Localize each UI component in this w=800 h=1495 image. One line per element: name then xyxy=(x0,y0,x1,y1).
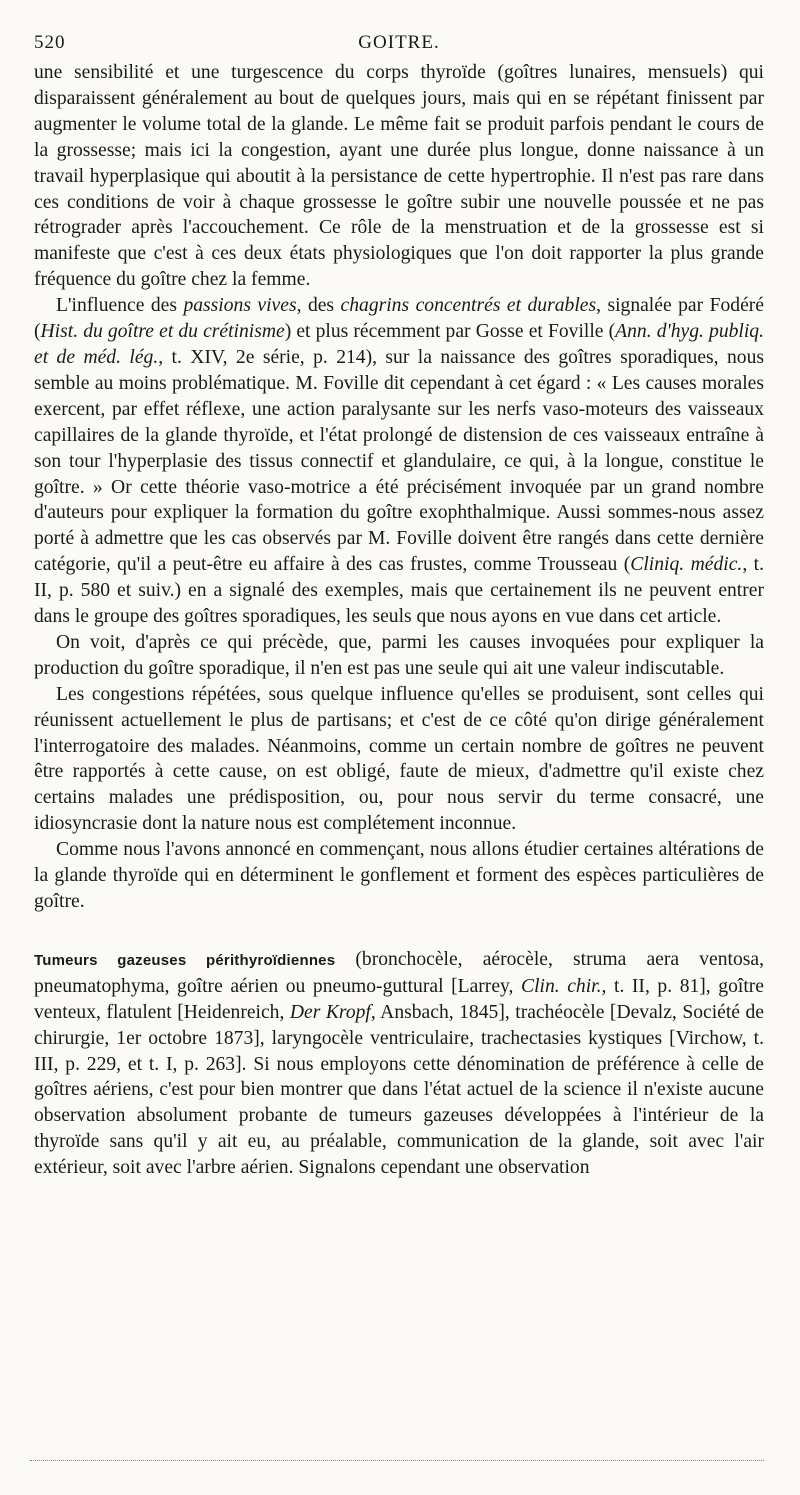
text-run: , des xyxy=(296,295,341,317)
citation-title: Ann. d'hyg. publiq. et de méd. lég. xyxy=(34,321,764,368)
citation-title: Cliniq. médic. xyxy=(630,554,743,576)
italic-run: passions vives xyxy=(183,295,297,317)
text-run: , t. II, p. 81], goître venteux, flatulent [Heidenreich, xyxy=(34,975,764,1023)
running-head xyxy=(34,26,764,60)
paragraph-passions xyxy=(34,293,764,630)
section-gap xyxy=(34,915,764,947)
paragraph-announcement: Comme nous l'avons annoncé en commençant, nous allons étudier certaines altérations de la glande thyroïde qui en déterminent le gonflement et forment des espèces particulières de goître. xyxy=(34,839,764,912)
citation-title: Clin. chir. xyxy=(521,975,602,997)
text-run: L'influence des xyxy=(56,295,184,317)
section-heading: Tumeurs gazeuses périthyroïdiennes xyxy=(34,951,336,969)
citation-title: Der Kropf xyxy=(289,1001,371,1023)
text-run: , t. II, p. 580 et suiv.) en a signalé des exemples, mais que certainement ils ne peuvent entrer dans le groupe des goîtres sporadiques, les seuls que nous ayons en vue dans cet article. xyxy=(34,554,764,628)
text-run: , signalée par Fodéré ( xyxy=(34,295,764,343)
text-run: (bronchocèle, aérocèle, struma aera ventosa, pneumatophyma, goître aérien ou pneumo-guttural [Larrey, xyxy=(34,948,765,997)
paragraph-conclusion: On voit, d'après ce qui précède, que, parmi les causes invoquées pour expliquer la production du goître sporadique, il n'en est pas une seule qui ait une valeur indiscutable. xyxy=(34,631,764,679)
italic-run: chagrins concentrés et durables xyxy=(340,295,597,317)
page-number: 520 xyxy=(34,32,66,53)
paragraph-congestions: Les congestions répétées, sous quelque influence qu'elles se produisent, sont celles qui réunissent actuellement le plus de partisans; et c'est de ce côté qu'on dirige généralement l'interrogatoire des malades. Néanmoins, comme un certain nombre de goîtres ne peuvent être rapportés à cette cause, on est obligé, faute de mieux, d'admettre qu'il existe chez certains malades une prédisposition, ou, pour nous servir du terme consacré, une idiosyncrasie dont la nature nous est complétement inconnue. xyxy=(34,683,764,835)
section-gas-tumors xyxy=(34,947,764,1181)
paragraph-menstruation: une sensibilité et une turgescence du corps thyroïde (goîtres lunaires, mensuels) qui disparaissent généralement au bout de quelques jours, mais qui en se répétant finissent par augmenter le volume total de la glande. Le même fait se produit parfois pendant le cours de la grossesse; mais ici la congestion, ayant une durée plus longue, donne naissance à un travail hyperplasique qui aboutit à la persistance de cette hypertrophie. Il n'est pas rare dans ces conditions de voir à chaque grossesse le goître subir une nouvelle poussée et ne pas rétrograder après l'accouchement. Ce rôle de la menstruation et de la grossesse est si manifeste que c'est à ces deux états physiologiques que l'on doit rapporter la plus grande fréquence du goître chez la femme. xyxy=(34,62,764,291)
footer-rule xyxy=(30,1460,764,1461)
text-run: , Ansbach, 1845], trachéocèle [Devalz, Société de chirurgie, 1er octobre 1873], laryngocèle ventriculaire, trachectasies kystiques [Virchow, t. III, p. 229, et t. I, p. 263]. Si nous employons cette dénomination de préférence à celle de goîtres aériens, c'est pour bien montrer que dans l'état actuel de la science il n'existe aucune observation absolument probante de tumeurs gazeuses développées à l'intérieur de la thyroïde sans qu'il y ait eu, au préalable, communication de la glande, soit avec l'air extérieur, soit avec l'arbre aérien. Signalons cependant une observation xyxy=(34,1001,764,1179)
running-title: GOITRE. xyxy=(358,32,440,53)
citation-title: Hist. du goître et du crétinisme xyxy=(40,321,285,343)
text-run: ) et plus récemment par Gosse et Foville ( xyxy=(284,321,616,343)
text-run: , t. XIV, 2e série, p. 214), sur la naissance des goîtres sporadiques, nous semble au moins problématique. M. Foville dit cependant à cet égard : « Les causes morales exercent, par effet réflexe, une action paralysante sur les nerfs vaso-moteurs des vaisseaux capillaires de la glande thyroïde, et l'état prolongé de distension de ces vaisseaux entraîne à son tour l'hyperplasie des tissus connectif et glandulaire, ce qui, à la longue, constitue le goître. » Or cette théorie vaso-motrice a été précisément invoquée par un grand nombre d'auteurs pour expliquer la formation du goître exophthalmique. Aussi sommes-nous assez porté à admettre que les cas observés par M. Foville doivent être rangés dans cette dernière catégorie, qu'il a peut-être eu affaire à des cas frustes, comme Trousseau ( xyxy=(34,346,765,576)
